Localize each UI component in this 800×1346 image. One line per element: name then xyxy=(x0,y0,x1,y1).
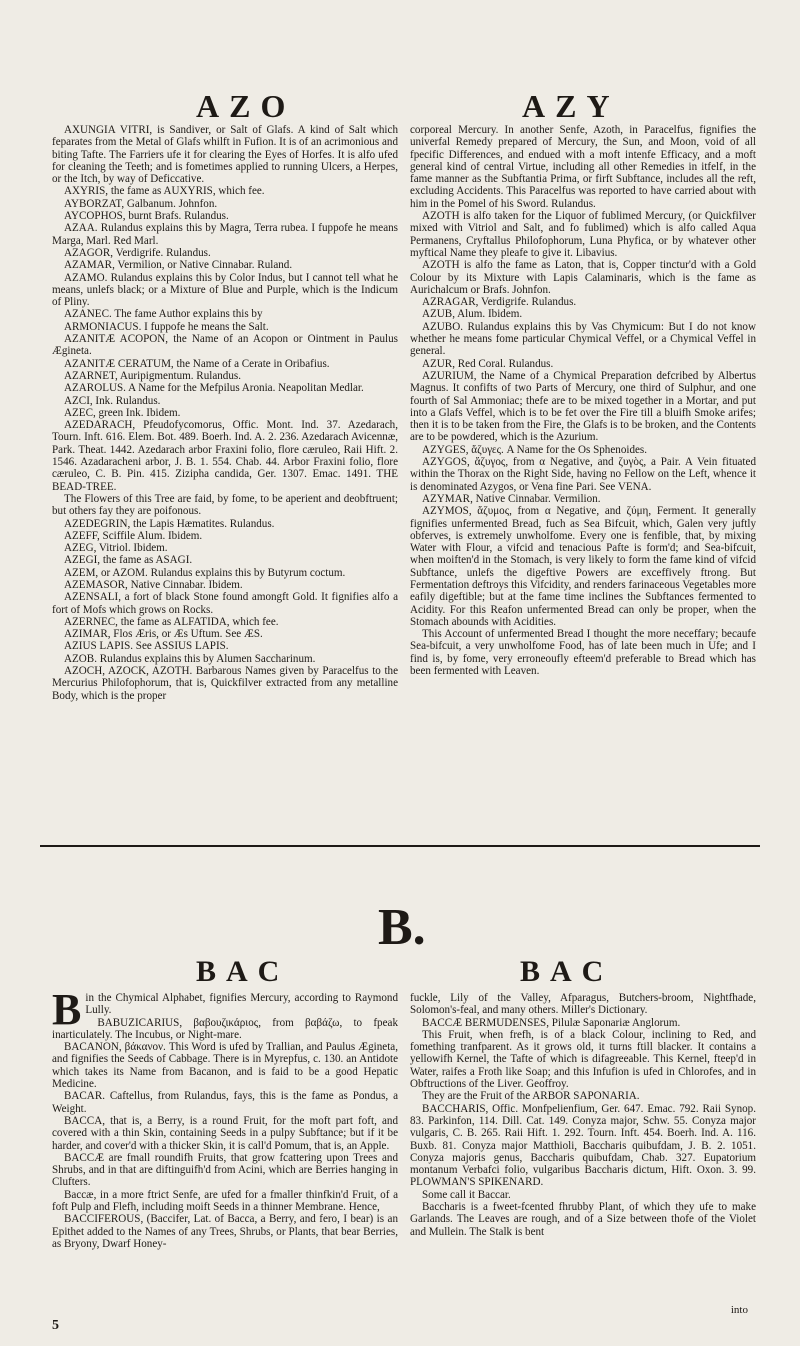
entry-paragraph: AZANITÆ CERATUM, the Name of a Cerate in Oribafius. xyxy=(64,357,330,370)
entry-paragraph: AZANEC. The fame Author explains this by xyxy=(64,308,263,321)
entry-paragraph: AZAGOR, Verdigrife. Rulandus. xyxy=(64,246,211,259)
entry-paragraph: BACCIFEROUS, (Baccifer, Lat. of Bacca, a Berry, and fero, I bear) is an Epithet added to the Names of any Trees, Shrubs, or Plants, that bear Berries, as Bryony, Dwarf Honey- xyxy=(52,1213,398,1250)
entry-paragraph: AZUR, Red Coral. Rulandus. xyxy=(422,357,554,370)
running-head-right: AZY xyxy=(522,88,620,124)
entry-paragraph: AZIUS LAPIS. See ASSIUS LAPIS. xyxy=(64,640,229,653)
entry-paragraph: AYCOPHOS, burnt Brafs. Rulandus. xyxy=(64,210,229,223)
entry-paragraph: AZAMAR, Vermilion, or Native Cinnabar. Ruland. xyxy=(64,259,293,272)
running-head-left: AZO xyxy=(196,88,296,124)
entry-paragraph: AZERNEC, the fame as ALFATIDA, which fee. xyxy=(64,615,279,628)
section-head-left: BAC xyxy=(196,955,290,988)
entry-paragraph: AZRAGAR, Verdigrife. Rulandus. xyxy=(422,296,577,309)
page-number: 5 xyxy=(52,1318,59,1333)
entry-paragraph: AXUNGIA VITRI, is Sandiver, or Salt of Glafs. A kind of Salt which feparates from the Metal of Glafs whilft in Fufion. It is of an acrimonious and biting Tafte. The Farriers ufe it for clearing the Eyes of Horfes. It is alfo ufed for cleaning the Teeth; and is fometimes applied to running Ulcers, a Herpes, or the Itch, by way of Deficcative. xyxy=(52,124,398,186)
entry-paragraph: AZARNET, Auripigmentum. Rulandus. xyxy=(64,369,241,382)
entry-paragraph: AZUBO. Rulandus explains this by Vas Chymicum: But I do not know whether he means fome particular Chymical Veffel, or a Chymical Veffel in general. xyxy=(410,320,756,358)
entry-paragraph: AZYGOS, ἄζυγος, from α Negative, and ζυγὸς, a Pair. A Vein fituated within the Thorax on the Right Side, having no Fellow on the Left, whence it is denominated Azygos, or Vena fine Pari. See VENA. xyxy=(410,456,756,493)
entry-paragraph: AZEM, or AZOM. Rulandus explains this by Butyrum coctum. xyxy=(64,566,346,579)
entry-paragraph: BACAR. Caftellus, from Rulandus, fays, this is the fame as Pondus, a Weight. xyxy=(52,1090,398,1115)
entry-paragraph: BACCÆ BERMUDENSES, Pilulæ Saponariæ Anglorum. xyxy=(422,1016,681,1029)
entry-paragraph: AZAMO. Rulandus explains this by Color Indus, but I cannot tell what he means, unlefs black; or a Mixture of Blue and Purple, which is the Indicum of Pliny. xyxy=(52,271,398,309)
entry-paragraph: AZYGES, ἄζυγες. A Name for the Os Sphenoides. xyxy=(422,443,648,456)
entry-paragraph: AZCI, Ink. Rulandus. xyxy=(64,394,161,407)
entry-paragraph: The Flowers of this Tree are faid, by fome, to be aperient and deobftruent; but others fay they are poifonous. xyxy=(52,492,398,518)
entry-paragraph: AZANITÆ ACOPON, the Name of an Acopon or Ointment in Paulus Æginetа. xyxy=(52,333,398,358)
entry-paragraph: They are the Fruit of the ARBOR SAPONARIA. xyxy=(422,1090,640,1103)
entry-paragraph: BACCÆ are fmall roundifh Fruits, that grow fcattering upon Trees and Shrubs, and in that are diftinguifh'd from Acini, which are Berries hanging in Clufters. xyxy=(52,1151,398,1189)
entry-paragraph: AZIMAR, Flos Æris, or Æs Uftum. See ÆS. xyxy=(64,628,263,641)
entry-paragraph: Baccharis is a fweet-fcented fhrubby Plant, of which they ufe to make Garlands. The Leaves are rough, and of a Size between thofe of the Violet and Mullein. The Stalk is bent xyxy=(410,1201,756,1238)
entry-paragraph: BABUZICARIUS, βαβουζικάριος, from βαβάζω, to fpeak inarticulately. The Incubus, or Night-mare. xyxy=(52,1016,398,1041)
entry-paragraph: AZUB, Alum. Ibidem. xyxy=(422,308,523,321)
entry-paragraph: AZOTH is alfo taken for the Liquor of fublimed Mercury, (or Quickfilver mixed with Vitriol and Salt, and fo fublimed) which is alfo called Aqua Permanens, Cryftallus Philofophorum, Luna Phyfica, or by whatever other myftical Name they pleafe to give it. Libavius. xyxy=(410,210,756,259)
entry-paragraph: AZAA. Rulandus explains this by Magra, Terra rubea. I fuppofe he means Marga, Marl. Red Marl. xyxy=(52,222,398,247)
entry-paragraph: AZENSALI, a fort of black Stone found amongft Gold. It fignifies alfo a fort of Mofs which grows on Rocks. xyxy=(52,591,398,616)
entry-paragraph: AZOCH, AZOCK, AZOTH. Barbarous Names given by Paracelfus to the Mercurius Philofophorum, that is, Quickfilver extracted from any metalline Body, which is the proper xyxy=(52,665,398,702)
entry-paragraph: Some call it Baccar. xyxy=(422,1188,511,1201)
top-left-column xyxy=(52,124,398,702)
entry-paragraph: AZAROLUS. A Name for the Mefpilus Aronia. Neapolitan Medlar. xyxy=(64,382,364,395)
entry-paragraph: This Fruit, when frefh, is of a black Colour, inclining to Red, and fomething tranfparent. As it grows old, it turns ftill blacker. It contains a yellowifh Kernel, the Tafte of which is difagreeable. This Kernel, fteep'd in Water, raifes a Froth like Soap; and this Infufion is ufed in Chlorofes, and in Obftructions of the Liver. Geoffroy. xyxy=(410,1028,756,1091)
entry-paragraph: corporeal Mercury. In another Senfe, Azoth, in Paracelfus, fignifies the univerfal Remedy prepared of Mercury, the Sun, and Moon, void of all fpecific Differences, and endued with a moft intenfe Efficacy, and a moft general kind of central Virtue, including all other Remedies in itfelf, in the fame manner as the Subftantia Prima, or firft Subftance, includes all the reft, excluding Accidents. This Paracelfus was reported to have carried about with him in the Pomel of his Sword. Rulandus. xyxy=(410,124,756,210)
drop-cap: B xyxy=(52,985,82,1034)
entry-paragraph: AZEMASOR, Native Cinnabar. Ibidem. xyxy=(64,578,243,591)
entry-paragraph: AXYRIS, the fame as AUXYRIS, which fee. xyxy=(64,185,265,198)
entry-paragraph: BACCHARIS, Offic. Monfpelienfium, Ger. 647. Emac. 792. Raii Synop. 83. Parkinfon, 114. Dill. Cat. 149. Conyza major, Schw. 55. Conyza major vulgaris, C. B. 265. Raii Hift. 1. 292. Tourn. Inft. 454. Boerh. Ind. A. 116. Buxb. 81. Conyza major Matthioli, Baccharis quibufdam, J. B. 2. 1051. Conyza majoris genus, Baccharis quibufdam, Chab. 327. Eupatorium montanum Verbafci folio, vulgaribus Baccharis dictum, Hift. Oxon. 3. 99. PLOWMAN'S SPIKENARD. xyxy=(410,1102,756,1189)
entry-paragraph: AZEDEGRIN, the Lapis Hæmatites. Rulandus. xyxy=(64,517,275,530)
bottom-right-column xyxy=(410,992,756,1238)
top-right-column xyxy=(410,124,756,677)
entry-paragraph: BACANON, βάκανον. This Word is ufed by Trallian, and Paulus Æginetа, and fignifies the Seeds of Cabbage. There is in Myrepfus, c. 130. an Antidote which takes its Name from Bacanon, and is faid to be a good Hepatic Medicine. xyxy=(52,1041,398,1091)
entry-paragraph: AZOB. Rulandus explains this by Alumen Saccharinum. xyxy=(64,652,316,665)
entry-paragraph: fuckle, Lily of the Valley, Afparagus, Butchers-broom, Nightfhade, Solomon's-feal, and many others. Miller's Dictionary. xyxy=(410,992,756,1017)
section-head-right: BAC xyxy=(520,955,614,988)
entry-paragraph: AZEFF, Sciffile Alum. Ibidem. xyxy=(64,529,203,542)
bottom-left-column xyxy=(52,985,398,1250)
entry-paragraph: in the Chymical Alphabet, fignifies Mercury, according to Raymond Lully. xyxy=(85,992,398,1017)
section-letter: B. xyxy=(378,899,426,956)
section-divider xyxy=(40,845,760,847)
entry-paragraph: AZOTH is alfo the fame as Laton, that is, Copper tinctur'd with a Gold Colour by its Mixture with Lapis Calaminaris, which is the fame as Aurichalcum or Brafs. Johnfon. xyxy=(410,259,756,296)
entry-paragraph: AYBORZAT, Galbanum. Johnfon. xyxy=(64,197,218,210)
catchword: into xyxy=(730,1304,748,1316)
entry-paragraph: BACCA, that is, a Berry, is a round Fruit, for the moft part foft, and covered with a thin Skin, containing Seeds in a pulpy Subftance; but if it be harder, and cover'd with a thicker Skin, it is call'd Pomum, that is, an Apple. xyxy=(52,1114,398,1152)
entry-paragraph: Baccæ, in a more ftrict Senfe, are ufed for a fmaller thinfkin'd Fruit, of a foft Pulp and Flefh, including moift Seeds in a thinner Membrane. Hence, xyxy=(52,1188,398,1214)
entry-paragraph: AZEGI, the fame as ASAGI. xyxy=(64,554,193,567)
entry-paragraph: AZURIUM, the Name of a Chymical Preparation defcribed by Albertus Magnus. It confifts of two Parts of Mercury, one third of Sulphur, and one fourth of Sal Ammoniac; thefe are to be mixed together in a Mortar, and put into a Glafs Veffel, which is to be fet over the Fire till a bluifh Smoke arifes; then it is to be taken from the Fire, the Glafs is to be broken, and the Contents are to be powdered, which is the Azurium. xyxy=(410,369,756,444)
entry-paragraph: AZYMAR, Native Cinnabar. Vermilion. xyxy=(422,492,601,505)
entry-paragraph: AZEC, green Ink. Ibidem. xyxy=(64,406,181,419)
entry-paragraph: ARMONIACUS. I fuppofe he means the Salt. xyxy=(64,320,269,333)
entry-paragraph: AZYMOS, ἄζυμος, from α Negative, and ζύμη, Ferment. It generally fignifies unfermented Bread, fuch as Sea Bifcuit, which, Galen very juftly obferves, is extremely unwholfome. Every one is fenfible, that, by mixing Water with Flour, a vifcid and tenacious Pafte is form'd; and Sea-bifcuit, when moiften'd in the Stomach, is very likely to form the fame kind of vifcid Subftance, unlefs the digeftive Powers are exceffively ftrong. But Fermentation deftroys this Vifcidity, and renders farinaceous Vegetables more eafily digeftible; but at the fame time inclines the Subftances fermented to Acidity. For this Reafon unfermented Bread can only be proper, when the Stomach abounds with Acidities. xyxy=(410,505,756,628)
entry-paragraph: This Account of unfermented Bread I thought the more neceffary; becaufe Sea-bifcuit, a very unwholfome Food, has of late been much in Ufe; and I find is, by fome, very erroneoufly efteem'd preferable to Bread which has been fermented with Leaven. xyxy=(410,628,756,678)
entry-paragraph: AZEDARACH, Pfeudofycomorus, Offic. Mont. Ind. 37. Azedarach, Tourn. Inft. 616. Elem. Bot. 489. Boerh. Ind. A. 2. 236. Azedarach Avicennæ, Park. Theat. 1442. Azedarach arbor Fraxini folio, flore cæruleo, Raii Hift. 2. 1546. Azadaracheni arbor, J. B. 1. 554. Chab. 44. Arbor Fraxini folio, flore cæruleo, C. B. Pin. 415. Ziziphа candida, Ger. 1307. Emac. 1491. THE BEAD-TREE. xyxy=(52,419,398,493)
entry-paragraph: AZEG, Vitriol. Ibidem. xyxy=(64,542,168,555)
